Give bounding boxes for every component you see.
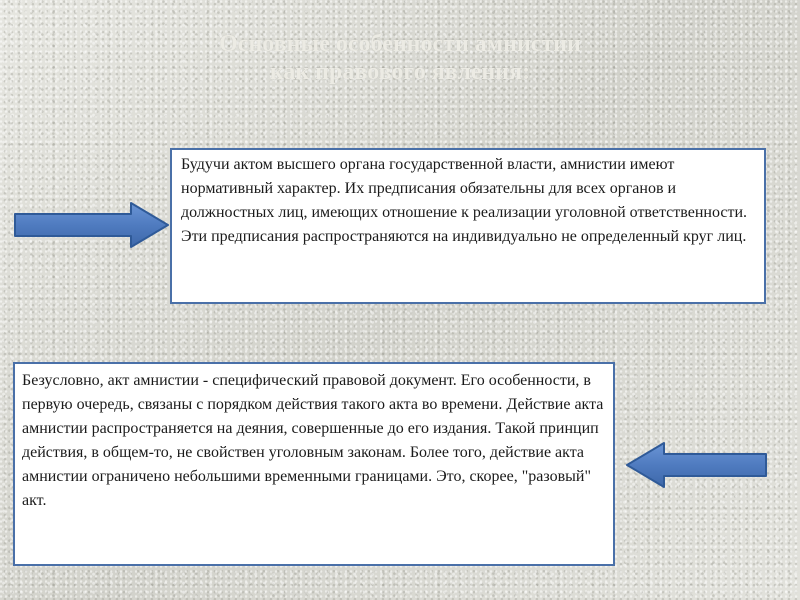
title-line-1: Основные особенности амнистии [219, 31, 581, 57]
box-1-text: Будучи актом высшего органа государственной власти, амнистии имеют нормативный характер. Их предписания обязательны для всех органов и должностных лиц, имеющих отношение к реализации уголовной ответственности. Эти предписания распространяются на индивидуально не определенный круг лиц. [181, 156, 748, 245]
slide-title [0, 30, 800, 86]
title-line-2: как правового явления: [269, 59, 531, 85]
text-box-specific-document [13, 362, 615, 566]
arrow-right-icon [13, 200, 171, 250]
text-box-normative [170, 148, 766, 304]
box-2-text: Безусловно, акт амнистии - специфический правовой документ. Его особенности, в первую очередь, связаны с порядком действия такого акта во времени. Действие акта амнистии распространяется на деяния, совершенные до его издания. Такой принцип действия, в общем-то, не свойствен уголовным законам. Более того, действие акта амнистии ограничено небольшими временными границами. Это, скорее, "разовый" акт. [22, 372, 604, 509]
arrow-left-icon [624, 440, 768, 490]
